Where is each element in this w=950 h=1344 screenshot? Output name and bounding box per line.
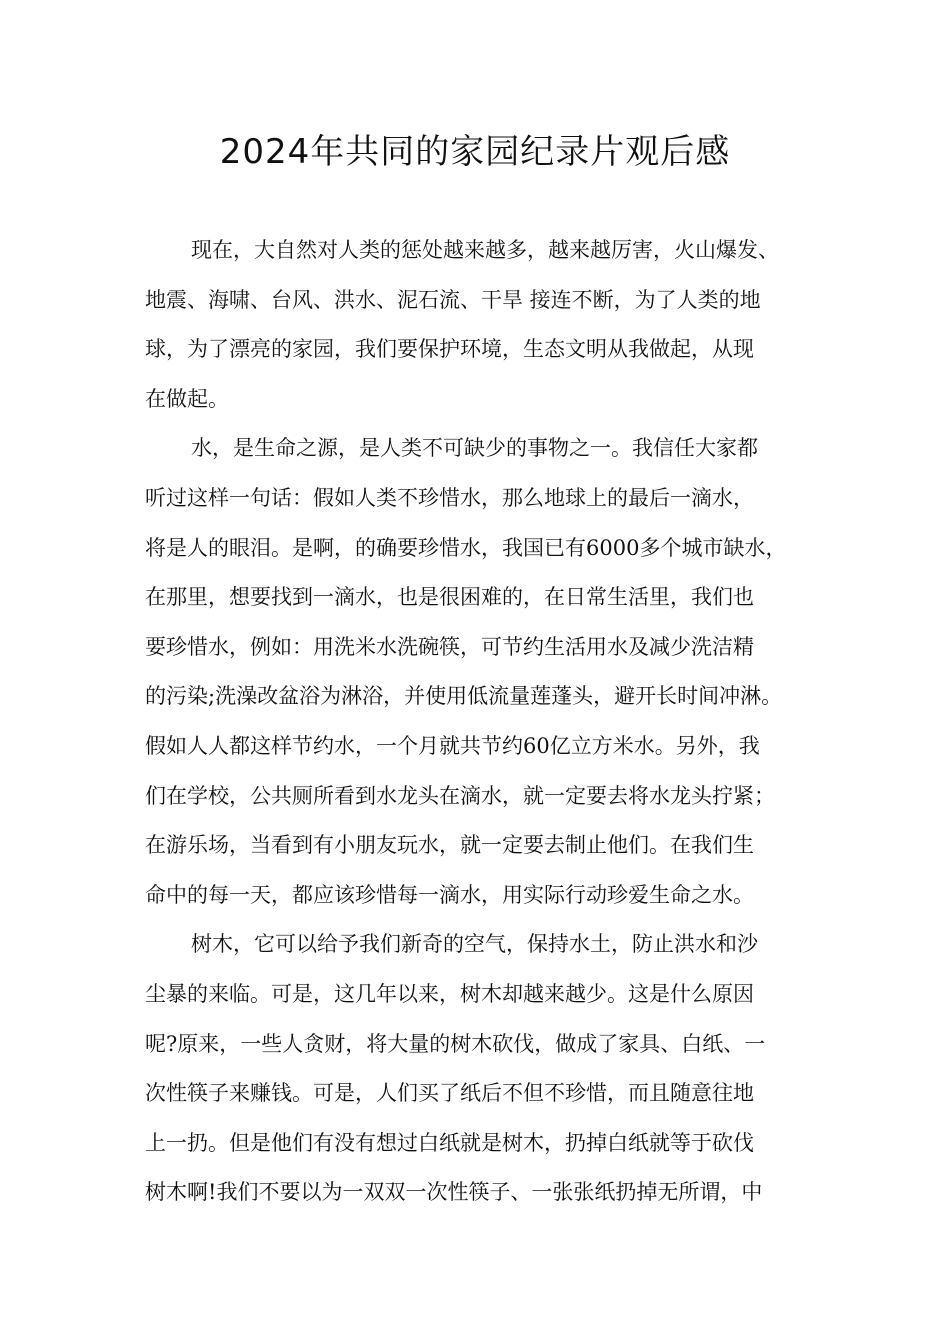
text-line: 树木啊!我们不要以为一双双一次性筷子、一张张纸扔掉无所谓，中: [145, 1180, 763, 1205]
text-line: 听过这样一句话：假如人类不珍惜水，那么地球上的最后一滴水，: [145, 485, 754, 510]
text-line: 假如人人都这样节约水，一个月就共节约60亿立方米水。另外，我: [145, 733, 760, 758]
text-line: 的污染;洗澡改盆浴为淋浴，并使用低流量莲蓬头，避开长时间冲淋。: [145, 684, 783, 709]
text-line: 命中的每一天，都应该珍惜每一滴水，用实际行动珍爱生命之水。: [145, 882, 754, 907]
text-line: 上一扔。但是他们有没有想过白纸就是树木，扔掉白纸就等于砍伐: [145, 1130, 754, 1155]
paragraph-water: [145, 424, 825, 920]
text-line: 要珍惜水，例如：用洗米水洗碗筷，可节约生活用水及减少洗洁精: [145, 634, 754, 659]
text-line: 尘暴的来临。可是，这几年以来，树木却越来越少。这是什么原因: [145, 981, 754, 1006]
text-line: 水，是生命之源，是人类不可缺少的事物之一。我信任大家都: [191, 436, 758, 461]
text-line: 球，为了漂亮的家园，我们要保护环境，生态文明从我做起，从现: [145, 337, 754, 362]
text-line: 们在学校，公共厕所看到水龙头在滴水，就一定要去将水龙头拧紧；: [145, 783, 775, 808]
text-line: 呢?原来，一些人贪财，将大量的树木砍伐，做成了家具、白纸、一: [145, 1031, 766, 1056]
text-line: 在做起。: [145, 386, 229, 411]
document-title: 2024年共同的家园纪录片观后感: [219, 132, 731, 172]
text-line: 次性筷子来赚钱。可是，人们买了纸后不但不珍惜，而且随意往地: [145, 1081, 754, 1106]
paragraph-trees: [145, 920, 825, 1218]
text-line: 在游乐场，当看到有小朋友玩水，就一定要去制止他们。在我们生: [145, 833, 754, 858]
text-line: 树木，它可以给予我们新奇的空气，保持水土，防止洪水和沙: [191, 932, 758, 957]
text-line: 在那里，想要找到一滴水，也是很困难的，在日常生活里，我们也: [145, 585, 754, 610]
document-body: [145, 226, 825, 1218]
paragraph-disasters: [145, 226, 825, 424]
text-line: 现在，大自然对人类的惩处越来越多，越来越厉害，火山爆发、: [191, 238, 779, 262]
text-line: 地震、海啸、台风、洪水、泥石流、干旱 接连不断，为了人类的地: [145, 287, 761, 312]
text-line: 将是人的眼泪。是啊，的确要珍惜水，我国已有6000多个城市缺水，: [145, 535, 787, 560]
